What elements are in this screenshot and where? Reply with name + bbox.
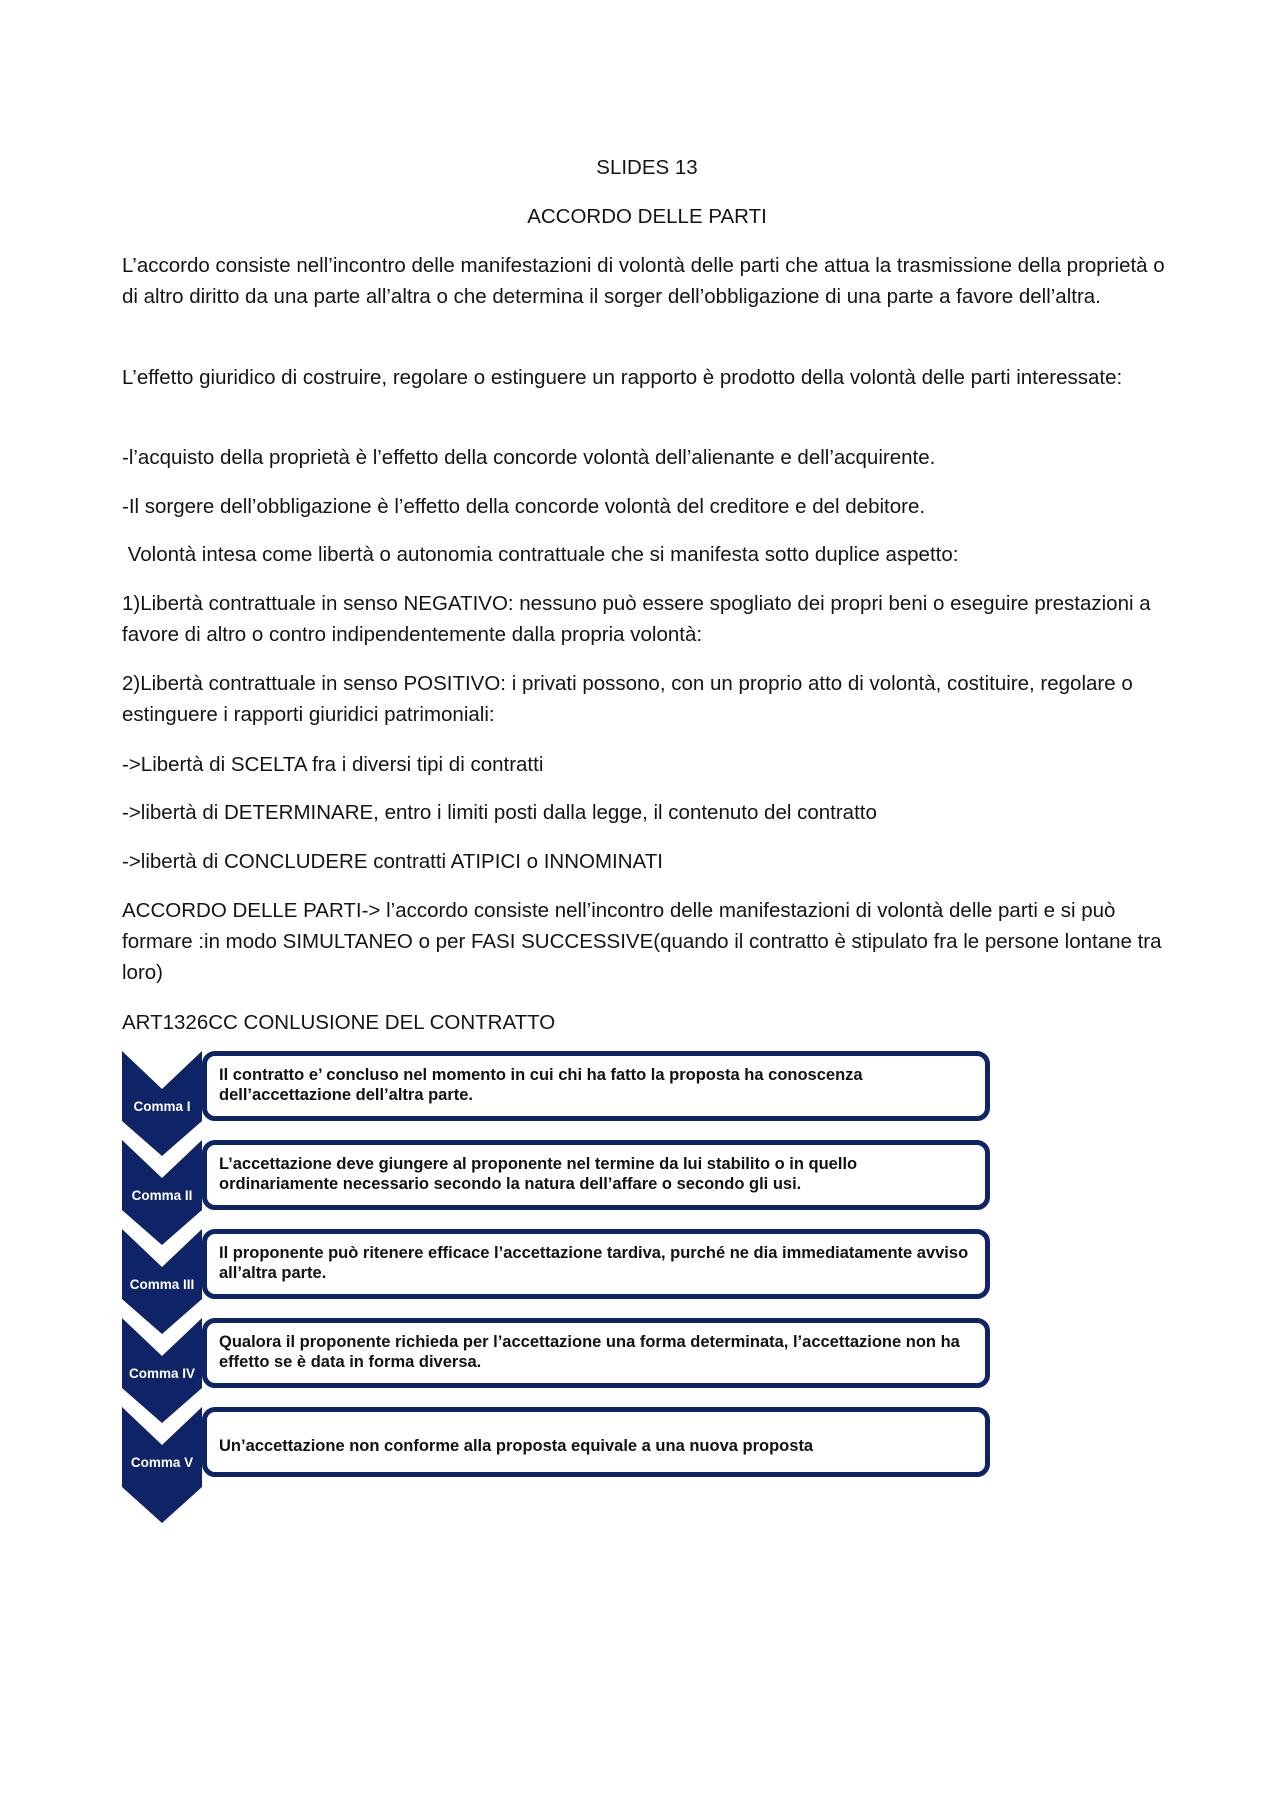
paragraph-10: ->libertà di CONCLUDERE contratti ATIPICI o INNOMINATI [122,850,663,873]
comma-label-3: Comma III [129,1277,195,1292]
document-title: ACCORDO DELLE PARTI [527,205,767,228]
paragraph-5: Volontà intesa come libertà o autonomia contrattuale che si manifesta sotto duplice aspetto: [122,543,959,566]
paragraph-6: 1)Libertà contrattuale in senso NEGATIVO: nessuno può essere spogliato dei propri beni o eseguire prestazioni a favore di altro o contro indipendentemente dalla propria volontà: [122,592,1151,646]
paragraph-3: -l’acquisto della proprietà è l’effetto della concorde volontà dell’alienante e dell’acquirente. [122,446,936,469]
comma-text-box-4: Qualora il proponente richieda per l’accettazione una forma determinata, l’accettazione non ha effetto se è data in forma diversa. [202,1318,990,1388]
paragraph-12: ART1326CC CONLUSIONE DEL CONTRATTO [122,1011,556,1034]
comma-label-2: Comma II [131,1188,193,1203]
comma-text-box-3: Il proponente può ritenere efficace l’accettazione tardiva, purché ne dia immediatamente avviso all’altra parte. [202,1229,990,1299]
comma-label-4: Comma IV [128,1366,196,1381]
paragraph-11: ACCORDO DELLE PARTI-> l’accordo consiste nell’incontro delle manifestazioni di volontà delle parti e si può formare :in modo SIMULTANEO o per FASI SUCCESSIVE(quando il contratto è stipulato fra le persone lontane tra loro) [122,899,1162,984]
paragraph-9: ->libertà di DETERMINARE, entro i limiti posti dalla legge, il contenuto del contratto [122,801,877,824]
comma-text-box-5: Un’accettazione non conforme alla proposta equivale a una nuova proposta [202,1407,990,1477]
paragraph-4: -Il sorgere dell’obbligazione è l’effetto della concorde volontà del creditore e del debitore. [122,495,926,518]
paragraph-7: 2)Libertà contrattuale in senso POSITIVO: i privati possono, con un proprio atto di volontà, costituire, regolare o estinguere i rapporti giuridici patrimoniali: [122,672,1133,726]
paragraph-8: ->Libertà di SCELTA fra i diversi tipi di contratti [122,753,544,776]
paragraph-2: L’effetto giuridico di costruire, regolare o estinguere un rapporto è prodotto della volontà delle parti interessate: [122,366,1123,389]
comma-label-5: Comma V [130,1455,194,1470]
paragraph-1: L’accordo consiste nell’incontro delle manifestazioni di volontà delle parti che attua la trasmissione della proprietà o di altro diritto da una parte all’altra o che determina il sorger dell’obbligazione di una parte a favore dell’altra. [122,254,1165,308]
article-1326-diagram [122,1051,992,1523]
comma-text-box-2: L’accettazione deve giungere al proponente nel termine da lui stabilito o in quello ordinariamente necessario secondo la natura dell’affare o secondo gli usi. [202,1140,990,1210]
comma-text-box-1: Il contratto e’ concluso nel momento in cui chi ha fatto la proposta ha conoscenza dell’accettazione dell’altra parte. [202,1051,990,1121]
document-header: SLIDES 13 [596,156,698,179]
comma-label-1: Comma I [133,1099,191,1114]
